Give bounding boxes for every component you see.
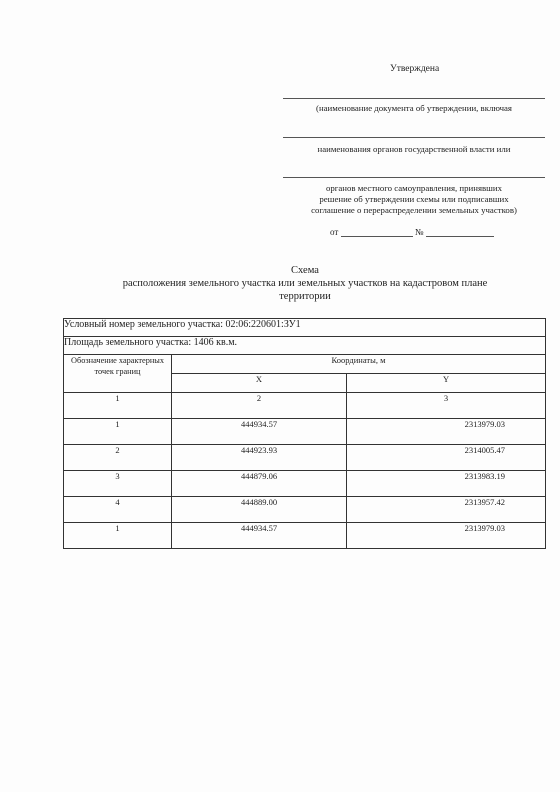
scheme-title-block xyxy=(60,264,550,303)
x-cell: 444889.00 xyxy=(172,497,347,523)
approval-underline-1 xyxy=(283,98,545,99)
header-row xyxy=(64,355,546,374)
approval-title: Утверждена xyxy=(390,64,440,74)
date-prefix: от xyxy=(330,227,339,237)
x-cell: 444934.57 xyxy=(172,523,347,549)
table-row xyxy=(64,419,546,445)
points-header: Обозначение характерных точек границ xyxy=(64,355,172,393)
table-row xyxy=(64,471,546,497)
area-row xyxy=(64,337,546,355)
conditional-number-row xyxy=(64,319,546,337)
approval-underline-3 xyxy=(283,177,545,178)
x-cell: 444879.06 xyxy=(172,471,347,497)
approval-date-number xyxy=(330,227,494,237)
y-cell: 2314005.47 xyxy=(347,445,546,471)
scheme-title: Схема xyxy=(291,265,319,276)
x-header: X xyxy=(172,374,347,393)
column-number: 3 xyxy=(347,393,546,419)
column-number: 2 xyxy=(172,393,347,419)
x-cell: 444923.93 xyxy=(172,445,347,471)
number-blank xyxy=(426,227,494,237)
coordinates-table xyxy=(63,318,546,549)
point-cell: 1 xyxy=(64,419,172,445)
y-cell: 2313983.19 xyxy=(347,471,546,497)
approval-caption-3b: решение об утверждении схемы или подписавших xyxy=(319,194,509,204)
table-row xyxy=(64,445,546,471)
conditional-number: Условный номер земельного участка: 02:06:220601:ЗУ1 xyxy=(64,319,546,337)
coords-header: Координаты, м xyxy=(172,355,546,374)
column-number: 1 xyxy=(64,393,172,419)
y-header: Y xyxy=(347,374,546,393)
table-row xyxy=(64,497,546,523)
y-cell: 2313979.03 xyxy=(347,419,546,445)
number-prefix: № xyxy=(414,227,424,237)
area: Площадь земельного участка: 1406 кв.м. xyxy=(64,337,546,355)
point-cell: 4 xyxy=(64,497,172,523)
scheme-subtitle-2: территории xyxy=(279,291,331,302)
approval-caption-1: (наименование документа об утверждении, включая xyxy=(316,103,512,113)
y-cell: 2313979.03 xyxy=(347,523,546,549)
approval-underline-2 xyxy=(283,137,545,138)
point-cell: 2 xyxy=(64,445,172,471)
table-row xyxy=(64,523,546,549)
approval-caption-2: наименования органов государственной власти или xyxy=(317,144,511,154)
approval-caption-3a: органов местного самоуправления, принявших xyxy=(325,183,503,193)
point-cell: 3 xyxy=(64,471,172,497)
column-number-row xyxy=(64,393,546,419)
approval-caption-3c: соглашение о перераспределении земельных участков) xyxy=(311,205,517,215)
point-cell: 1 xyxy=(64,523,172,549)
y-cell: 2313957.42 xyxy=(347,497,546,523)
scheme-subtitle-1: расположения земельного участка или земельных участков на кадастровом плане xyxy=(122,278,488,289)
date-blank xyxy=(341,227,413,237)
x-cell: 444934.57 xyxy=(172,419,347,445)
